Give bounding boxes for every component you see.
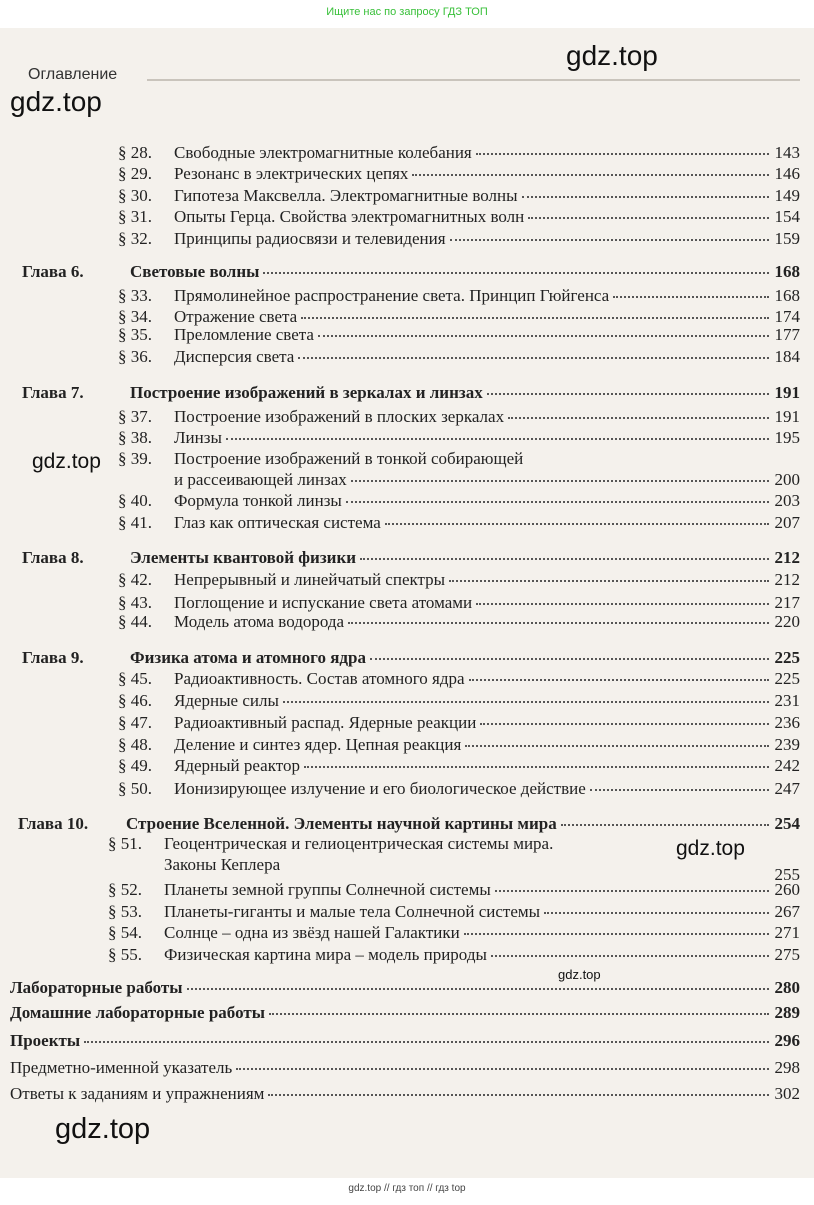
page-number: 302 — [774, 1084, 800, 1103]
toc-chapter[interactable] — [22, 262, 800, 282]
section-title: Ионизирующее излучение и его биологическое действие — [174, 779, 586, 798]
dot-leader — [412, 174, 768, 176]
page-number: 146 — [774, 164, 800, 183]
toc-section[interactable] — [118, 713, 800, 733]
section-number: § 47. — [118, 713, 152, 732]
page-number: 220 — [774, 612, 800, 631]
page-number: 159 — [774, 229, 800, 248]
dot-leader — [544, 912, 768, 914]
toc-section[interactable] — [118, 229, 800, 249]
dot-leader — [528, 217, 768, 219]
toc-section[interactable] — [108, 902, 800, 922]
toc-section[interactable] — [118, 779, 800, 799]
section-title: Планеты земной группы Солнечной системы — [164, 880, 491, 899]
section-title: Планеты-гиганты и малые тела Солнечной системы — [164, 902, 541, 921]
top-banner[interactable]: Ищите нас по запросу ГДЗ ТОП — [326, 6, 488, 18]
dot-leader — [491, 955, 769, 957]
page-number: 236 — [774, 713, 800, 732]
dot-leader — [351, 480, 769, 482]
section-number: § 36. — [118, 347, 152, 366]
page-number: 247 — [774, 779, 800, 798]
toc-chapter[interactable] — [18, 814, 800, 834]
chapter-title: Физика атома и атомного ядра — [130, 648, 366, 667]
dot-leader — [346, 501, 769, 503]
page-header: Оглавление — [28, 66, 118, 83]
toc-section[interactable] — [118, 325, 800, 345]
page-number: 177 — [774, 325, 800, 344]
dot-leader — [590, 789, 769, 791]
page-number: 174 — [774, 307, 800, 326]
page-number: 271 — [774, 923, 800, 942]
dot-leader — [298, 357, 768, 359]
dot-leader — [318, 335, 769, 337]
chapter-title: Световые волны — [130, 262, 260, 281]
section-number: § 48. — [118, 735, 152, 754]
watermark: gdz.top — [10, 86, 102, 117]
watermark: gdz.top — [676, 837, 745, 860]
toc-section[interactable] — [118, 286, 800, 306]
toc-section[interactable] — [118, 407, 800, 427]
section-title: Формула тонкой линзы — [174, 491, 342, 510]
section-number: § 30. — [118, 186, 152, 205]
toc-section-first-line[interactable] — [118, 449, 523, 469]
section-number: § 29. — [118, 164, 152, 183]
section-number: § 39. — [118, 449, 152, 468]
header-rule — [147, 79, 800, 81]
chapter-title: Элементы квантовой физики — [130, 548, 357, 567]
dot-leader — [476, 603, 768, 605]
section-title: Глаз как оптическая система — [174, 513, 381, 532]
dot-leader — [476, 153, 769, 155]
page-number: 212 — [774, 548, 800, 567]
section-number: § 55. — [108, 945, 142, 964]
toc-section[interactable] — [118, 164, 800, 184]
toc-section[interactable] — [118, 735, 800, 755]
chapter-number: Глава 8. — [22, 548, 84, 567]
toc-back-matter[interactable] — [10, 978, 800, 998]
dot-leader — [284, 865, 768, 867]
watermark: gdz.top — [558, 967, 601, 982]
back-matter-title: Ответы к заданиям и упражнениям — [10, 1084, 265, 1103]
toc-section[interactable] — [118, 691, 800, 711]
page-number: 149 — [774, 186, 800, 205]
dot-leader — [480, 723, 768, 725]
section-number: § 38. — [118, 428, 152, 447]
toc-chapter[interactable] — [22, 383, 800, 403]
page-number: 195 — [774, 428, 800, 447]
page-number: 207 — [774, 513, 800, 532]
page-number: 225 — [774, 669, 800, 688]
page-number: 231 — [774, 691, 800, 710]
dot-leader — [464, 933, 769, 935]
page-number: 280 — [774, 978, 800, 997]
section-number: § 49. — [118, 756, 152, 775]
dot-leader — [495, 890, 769, 892]
toc-section[interactable] — [118, 307, 800, 327]
section-number: § 33. — [118, 286, 152, 305]
toc-back-matter[interactable] — [10, 1003, 800, 1023]
back-matter-title: Проекты — [10, 1031, 81, 1050]
dot-leader — [236, 1068, 768, 1070]
section-title: Отражение света — [174, 307, 298, 326]
dot-leader — [263, 272, 768, 274]
toc-section[interactable] — [118, 570, 800, 590]
page-number: 275 — [774, 945, 800, 964]
dot-leader — [187, 988, 769, 990]
section-number: § 32. — [118, 229, 152, 248]
page-number: 260 — [774, 880, 800, 899]
section-title: Геоцентрическая и гелиоцентрическая системы мира. — [164, 834, 554, 853]
toc-section[interactable] — [118, 669, 800, 689]
section-title: Гипотеза Максвелла. Электромагнитные волны — [174, 186, 518, 205]
page-number: 154 — [774, 207, 800, 226]
page-number: 203 — [774, 491, 800, 510]
toc-chapter[interactable] — [22, 648, 800, 668]
toc-section[interactable] — [118, 347, 800, 367]
toc-back-matter[interactable] — [10, 1031, 800, 1051]
section-title: Радиоактивный распад. Ядерные реакции — [174, 713, 477, 732]
dot-leader — [268, 1094, 768, 1096]
dot-leader — [508, 417, 768, 419]
section-title: Радиоактивность. Состав атомного ядра — [174, 669, 465, 688]
page-number: 217 — [774, 593, 800, 612]
back-matter-title: Лабораторные работы — [10, 978, 183, 997]
page-number: 191 — [774, 383, 800, 402]
toc-section[interactable] — [174, 470, 800, 490]
section-number: § 35. — [118, 325, 152, 344]
watermark: gdz.top — [566, 40, 658, 71]
watermark: gdz.top — [32, 450, 101, 473]
dot-leader — [465, 745, 768, 747]
toc-section[interactable] — [118, 428, 800, 448]
page-number: 168 — [774, 286, 800, 305]
section-title: Деление и синтез ядер. Цепная реакция — [174, 735, 462, 754]
dot-leader — [522, 196, 769, 198]
section-title: Солнце – одна из звёзд нашей Галактики — [164, 923, 460, 942]
section-title: Физическая картина мира – модель природы — [164, 945, 487, 964]
chapter-number: Глава 10. — [18, 814, 89, 833]
toc-back-matter[interactable] — [10, 1058, 800, 1078]
page-number: 200 — [774, 470, 800, 489]
toc-section[interactable] — [108, 923, 800, 943]
section-number: § 45. — [118, 669, 152, 688]
toc-chapter[interactable] — [22, 548, 800, 568]
dot-leader — [84, 1041, 768, 1043]
section-number: § 50. — [118, 779, 152, 798]
toc-section[interactable] — [118, 593, 800, 613]
toc-section[interactable] — [108, 880, 800, 900]
toc-section[interactable] — [118, 143, 800, 163]
section-number: § 46. — [118, 691, 152, 710]
section-title: Свободные электромагнитные колебания — [174, 143, 472, 162]
section-number: § 42. — [118, 570, 152, 589]
chapter-number: Глава 6. — [22, 262, 84, 281]
section-number: § 34. — [118, 307, 152, 326]
toc-section[interactable] — [108, 945, 800, 965]
dot-leader — [348, 622, 768, 624]
section-number: § 28. — [118, 143, 152, 162]
toc-section[interactable] — [118, 612, 800, 632]
section-title-continued: и рассеивающей линзах — [174, 470, 347, 489]
page-number: 267 — [774, 902, 800, 921]
chapter-title: Построение изображений в зеркалах и линзах — [130, 383, 483, 402]
dot-leader — [360, 558, 768, 560]
page-number: 191 — [774, 407, 800, 426]
dot-leader — [613, 296, 768, 298]
toc-section[interactable] — [118, 186, 800, 206]
section-title: Ядерный реактор — [174, 756, 300, 775]
page-number: 289 — [774, 1003, 800, 1022]
section-title-continued: Законы Кеплера — [164, 855, 281, 874]
section-number: § 44. — [118, 612, 152, 631]
page-number: 143 — [774, 143, 800, 162]
watermark: gdz.top — [55, 1113, 151, 1145]
toc-section[interactable] — [118, 207, 800, 227]
dot-leader — [226, 438, 769, 440]
dot-leader — [385, 523, 769, 525]
section-title: Линзы — [174, 428, 222, 447]
toc-section[interactable] — [118, 491, 800, 511]
section-number: § 31. — [118, 207, 152, 226]
dot-leader — [283, 701, 769, 703]
section-title: Поглощение и испускание света атомами — [174, 593, 473, 612]
dot-leader — [304, 766, 769, 768]
toc-section[interactable] — [118, 513, 800, 533]
page-number: 184 — [774, 347, 800, 366]
section-number: § 54. — [108, 923, 142, 942]
section-title: Непрерывный и линейчатый спектры — [174, 570, 446, 589]
page-number: 239 — [774, 735, 800, 754]
back-matter-title: Домашние лабораторные работы — [10, 1003, 265, 1022]
section-title: Дисперсия света — [174, 347, 295, 366]
dot-leader — [301, 317, 768, 319]
dot-leader — [561, 824, 769, 826]
dot-leader — [269, 1013, 769, 1015]
section-number: § 51. — [108, 834, 142, 853]
footer-links[interactable]: gdz.top // гдз топ // гдз top — [348, 1183, 466, 1194]
section-title: Построение изображений в тонкой собирающей — [174, 449, 524, 468]
toc-back-matter[interactable] — [10, 1084, 800, 1104]
section-title: Ядерные силы — [174, 691, 279, 710]
section-title: Построение изображений в плоских зеркалах — [174, 407, 505, 426]
section-title: Принципы радиосвязи и телевидения — [174, 229, 446, 248]
section-number: § 40. — [118, 491, 152, 510]
section-number: § 52. — [108, 880, 142, 899]
section-number: § 41. — [118, 513, 152, 532]
chapter-number: Глава 7. — [22, 383, 84, 402]
chapter-title: Строение Вселенной. Элементы научной картины мира — [126, 814, 557, 833]
section-title: Преломление света — [174, 325, 314, 344]
section-title: Модель атома водорода — [174, 612, 345, 631]
page-number: 242 — [774, 756, 800, 775]
page-number: 225 — [774, 648, 800, 667]
dot-leader — [449, 580, 768, 582]
page-number: 255 — [774, 865, 800, 884]
page-number: 212 — [774, 570, 800, 589]
section-number: § 43. — [118, 593, 152, 612]
section-number: § 53. — [108, 902, 142, 921]
page-number: 296 — [774, 1031, 800, 1050]
section-title: Опыты Герца. Свойства электромагнитных волн — [174, 207, 525, 226]
section-title: Резонанс в электрических цепях — [174, 164, 409, 183]
dot-leader — [450, 239, 769, 241]
toc-section[interactable] — [118, 756, 800, 776]
section-number: § 37. — [118, 407, 152, 426]
section-title: Прямолинейное распространение света. Принцип Гюйгенса — [174, 286, 610, 305]
dot-leader — [469, 679, 769, 681]
page-number: 168 — [774, 262, 800, 281]
toc-section[interactable] — [164, 855, 800, 884]
dot-leader — [370, 658, 769, 660]
back-matter-title: Предметно-именной указатель — [10, 1058, 233, 1077]
dot-leader — [487, 393, 769, 395]
page-number: 298 — [774, 1058, 800, 1077]
page-number: 254 — [774, 814, 800, 833]
toc-section-first-line[interactable] — [108, 834, 553, 854]
chapter-number: Глава 9. — [22, 648, 84, 667]
